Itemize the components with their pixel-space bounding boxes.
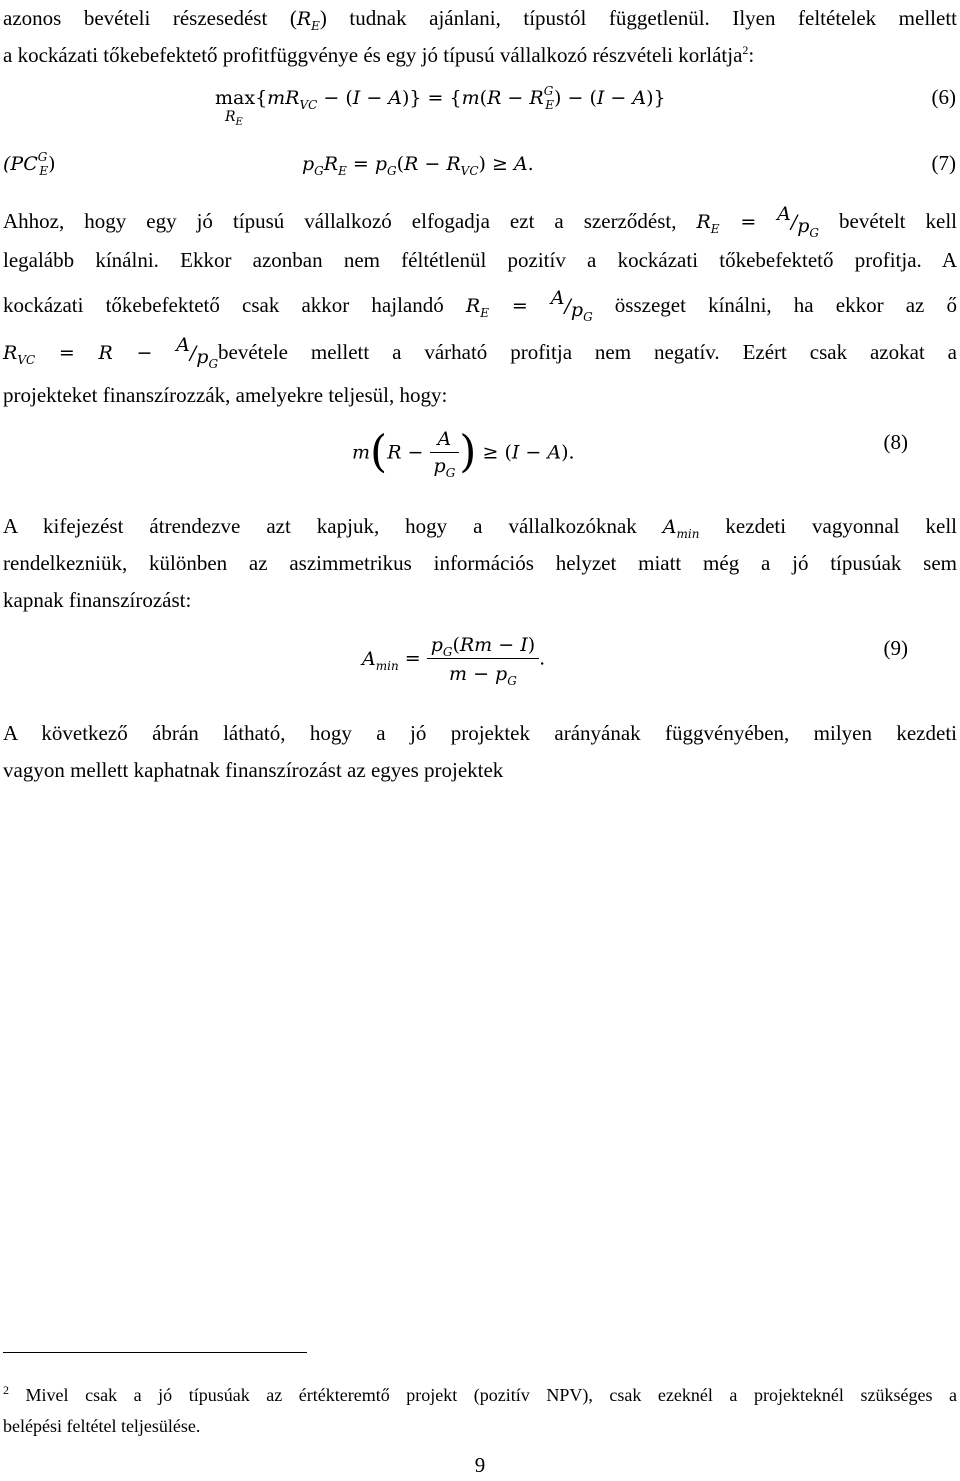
- paragraph-line-6: [3, 334, 957, 372]
- text: kockázati tőkebefektető csak akkor hajlandó: [3, 293, 444, 317]
- text: A kifejezést átrendezve azt kapjuk, hogy a vállalkozóknak: [3, 514, 637, 538]
- text: ) tudnak ajánlani, típustól függetlenül. Ilyen feltételek mellett: [319, 6, 957, 30]
- text: azonos bevételi részesedést (: [3, 6, 297, 30]
- paragraph-line-2: [3, 37, 957, 74]
- text: a kockázati tőkebefektető profitfüggvénye és egy jó típusú vállalkozó részvételi korlátja: [3, 43, 743, 67]
- text: Ahhoz, hogy egy jó típusú vállalkozó elfogadja ezt a szerződést,: [3, 209, 677, 233]
- footnote-mark: 2: [3, 1383, 9, 1397]
- paragraph-line-4: [3, 242, 957, 279]
- paragraph-line-7: [3, 377, 957, 414]
- footnote-ref: 2: [742, 43, 749, 57]
- equation-number-8: (8): [883, 430, 908, 454]
- equation-8: m(R − $\frac{A}{p_G}$ ) ≥ (I − A).: [352, 426, 575, 480]
- text: A következő ábrán látható, hogy a jó projektek arányának függvényében, milyen kezdeti: [3, 721, 957, 745]
- text: bevételt kell: [839, 209, 958, 233]
- math-rvc: $R_{VC} = R - A/p_G$: [3, 334, 219, 371]
- equation-number-9: (9): [883, 636, 908, 660]
- math-re: $R_E$: [296, 8, 320, 33]
- math-amin: $A_{min}$: [662, 516, 700, 541]
- text: vagyon mellett kaphatnak finanszírozást az egyes projektek: [3, 758, 504, 782]
- equation-7: $p_GR_E = p_G(R - R_{VC}) \ge A$.: [302, 153, 534, 178]
- footnote-line-1: [3, 1380, 957, 1411]
- equation-number-7: (7): [931, 151, 956, 175]
- paragraph-line-8: [3, 508, 957, 546]
- text: kapnak finanszírozást:: [3, 588, 192, 612]
- page-number: 9: [474, 1453, 486, 1477]
- footnote-rule: [3, 1352, 307, 1353]
- equation-6: max $R_E$ $\{mR_{VC} - (I - A)\} = \{m(R - R^G_E) - (I - A)\}$: [215, 83, 666, 128]
- equation-9: $A_{min}$ = $\frac{p_G(Rm - I)}{m - p_G}$ .: [362, 634, 546, 688]
- text: kezdeti vagyonnal kell: [725, 514, 957, 538]
- equation-number-6: (6): [931, 85, 956, 109]
- paragraph-line-10: [3, 582, 957, 619]
- text: projekteket finanszírozzák, amelyekre teljesül, hogy:: [3, 383, 448, 407]
- text: összeget kínálni, ha ekkor az ő: [614, 293, 957, 317]
- paragraph-line-9: [3, 545, 957, 582]
- footnote-text: belépési feltétel teljesülése.: [3, 1416, 201, 1436]
- paragraph-line-3: [3, 203, 957, 241]
- math-re-frac: $R_E = A/p_G$: [465, 287, 593, 324]
- paragraph-line-5: [3, 287, 957, 325]
- paragraph-line-12: [3, 752, 957, 789]
- footnote-line-2: [3, 1411, 957, 1442]
- pc-label: $(PC^G_E)$: [3, 150, 56, 178]
- paragraph-line-1: [3, 0, 957, 38]
- footnote-text: Mivel csak a jó típusúak az értékteremtő projekt (pozitív NPV), csak ezeknél a projekteknél szükséges a: [25, 1385, 957, 1405]
- text: legalább kínálni. Ekkor azonban nem féltétlenül pozitív a kockázati tőkebefektető profitja. A: [3, 248, 957, 272]
- math-re-frac: $R_E = A/p_G$: [696, 203, 820, 240]
- text: bevétele mellett a várható profitja nem negatív. Ezért csak azokat a: [218, 340, 958, 364]
- text: rendelkezniük, különben az aszimmetrikus információs helyzet miatt még a jó típusúak sem: [3, 551, 957, 575]
- text: :: [748, 43, 755, 67]
- paragraph-line-11: [3, 715, 957, 752]
